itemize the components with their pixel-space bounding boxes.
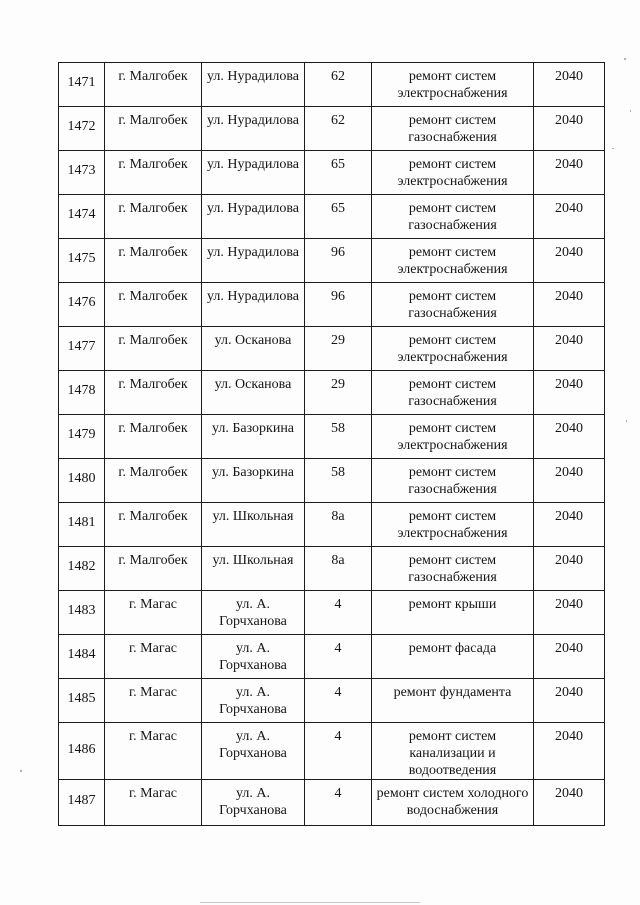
table-row bbox=[59, 723, 605, 780]
cell-house: 4 bbox=[305, 635, 372, 679]
cell-year: 2040 bbox=[534, 503, 605, 547]
cell-year: 2040 bbox=[534, 415, 605, 459]
cell-city: г. Малгобек bbox=[105, 547, 202, 591]
cell-city: г. Магас bbox=[105, 780, 202, 826]
cell-house: 4 bbox=[305, 591, 372, 635]
cell-number: 1477 bbox=[59, 327, 105, 371]
cell-street: ул. А. Горчханова bbox=[202, 635, 305, 679]
scan-speck bbox=[20, 770, 22, 772]
scan-speck bbox=[626, 420, 627, 422]
table-row bbox=[59, 459, 605, 503]
cell-work: ремонт систем электроснабжения bbox=[372, 239, 534, 283]
cell-number: 1474 bbox=[59, 195, 105, 239]
cell-street: ул. Нурадилова bbox=[202, 107, 305, 151]
cell-house: 58 bbox=[305, 459, 372, 503]
cell-work: ремонт систем электроснабжения bbox=[372, 327, 534, 371]
cell-street: ул. Нурадилова bbox=[202, 151, 305, 195]
cell-city: г. Малгобек bbox=[105, 327, 202, 371]
cell-work: ремонт фасада bbox=[372, 635, 534, 679]
cell-work: ремонт систем канализации и водоотведения bbox=[372, 723, 534, 780]
cell-street: ул. Нурадилова bbox=[202, 195, 305, 239]
cell-street: ул. Базоркина bbox=[202, 459, 305, 503]
cell-year: 2040 bbox=[534, 591, 605, 635]
cell-street: ул. Нурадилова bbox=[202, 239, 305, 283]
cell-house: 65 bbox=[305, 195, 372, 239]
cell-number: 1478 bbox=[59, 371, 105, 415]
cell-city: г. Магас bbox=[105, 723, 202, 780]
cell-city: г. Малгобек bbox=[105, 283, 202, 327]
cell-work: ремонт систем газоснабжения bbox=[372, 195, 534, 239]
cell-work: ремонт систем электроснабжения bbox=[372, 415, 534, 459]
cell-year: 2040 bbox=[534, 459, 605, 503]
cell-city: г. Малгобек bbox=[105, 459, 202, 503]
table-body bbox=[59, 63, 605, 826]
cell-house: 8а bbox=[305, 547, 372, 591]
table-row bbox=[59, 679, 605, 723]
cell-city: г. Малгобек bbox=[105, 239, 202, 283]
cell-year: 2040 bbox=[534, 679, 605, 723]
cell-city: г. Магас bbox=[105, 679, 202, 723]
cell-work: ремонт систем газоснабжения bbox=[372, 371, 534, 415]
table-row bbox=[59, 151, 605, 195]
cell-work: ремонт систем газоснабжения bbox=[372, 283, 534, 327]
table-row bbox=[59, 195, 605, 239]
cell-work: ремонт систем газоснабжения bbox=[372, 547, 534, 591]
cell-city: г. Малгобек bbox=[105, 107, 202, 151]
works-table bbox=[58, 62, 605, 826]
cell-house: 62 bbox=[305, 107, 372, 151]
cell-number: 1475 bbox=[59, 239, 105, 283]
cell-year: 2040 bbox=[534, 195, 605, 239]
cell-year: 2040 bbox=[534, 371, 605, 415]
cell-number: 1471 bbox=[59, 63, 105, 107]
cell-house: 29 bbox=[305, 371, 372, 415]
table-row bbox=[59, 107, 605, 151]
table-row bbox=[59, 591, 605, 635]
table-row bbox=[59, 415, 605, 459]
scan-speck bbox=[630, 110, 631, 112]
cell-work: ремонт систем электроснабжения bbox=[372, 503, 534, 547]
cell-number: 1481 bbox=[59, 503, 105, 547]
cell-house: 65 bbox=[305, 151, 372, 195]
cell-street: ул. Осканова bbox=[202, 371, 305, 415]
cell-street: ул. Нурадилова bbox=[202, 63, 305, 107]
cell-number: 1482 bbox=[59, 547, 105, 591]
cell-street: ул. Нурадилова bbox=[202, 283, 305, 327]
cell-year: 2040 bbox=[534, 151, 605, 195]
cell-work: ремонт систем электроснабжения bbox=[372, 63, 534, 107]
cell-street: ул. А. Горчханова bbox=[202, 723, 305, 780]
cell-house: 62 bbox=[305, 63, 372, 107]
cell-work: ремонт фундамента bbox=[372, 679, 534, 723]
cell-year: 2040 bbox=[534, 635, 605, 679]
cell-year: 2040 bbox=[534, 63, 605, 107]
cell-work: ремонт систем газоснабжения bbox=[372, 459, 534, 503]
cell-work: ремонт систем газоснабжения bbox=[372, 107, 534, 151]
table-row bbox=[59, 239, 605, 283]
cell-city: г. Малгобек bbox=[105, 371, 202, 415]
cell-house: 29 bbox=[305, 327, 372, 371]
cell-number: 1479 bbox=[59, 415, 105, 459]
cell-number: 1484 bbox=[59, 635, 105, 679]
cell-street: ул. А. Горчханова bbox=[202, 679, 305, 723]
cell-street: ул. А. Горчханова bbox=[202, 591, 305, 635]
table-row bbox=[59, 327, 605, 371]
cell-street: ул. Базоркина bbox=[202, 415, 305, 459]
cell-work: ремонт систем холодного водоснабжения bbox=[372, 780, 534, 826]
cell-city: г. Малгобек bbox=[105, 415, 202, 459]
cell-number: 1476 bbox=[59, 283, 105, 327]
cell-number: 1485 bbox=[59, 679, 105, 723]
cell-number: 1483 bbox=[59, 591, 105, 635]
table-row bbox=[59, 371, 605, 415]
cell-house: 8а bbox=[305, 503, 372, 547]
cell-year: 2040 bbox=[534, 283, 605, 327]
table-row bbox=[59, 503, 605, 547]
cell-street: ул. Школьная bbox=[202, 503, 305, 547]
cell-house: 58 bbox=[305, 415, 372, 459]
cell-city: г. Малгобек bbox=[105, 195, 202, 239]
cell-city: г. Малгобек bbox=[105, 503, 202, 547]
cell-city: г. Малгобек bbox=[105, 63, 202, 107]
scan-speck bbox=[624, 58, 626, 60]
cell-year: 2040 bbox=[534, 780, 605, 826]
cell-number: 1487 bbox=[59, 780, 105, 826]
cell-year: 2040 bbox=[534, 239, 605, 283]
table-row bbox=[59, 63, 605, 107]
cell-house: 96 bbox=[305, 239, 372, 283]
cell-street: ул. Осканова bbox=[202, 327, 305, 371]
cell-city: г. Магас bbox=[105, 635, 202, 679]
table-row bbox=[59, 780, 605, 826]
cell-year: 2040 bbox=[534, 327, 605, 371]
cell-house: 96 bbox=[305, 283, 372, 327]
cell-house: 4 bbox=[305, 723, 372, 780]
cell-house: 4 bbox=[305, 780, 372, 826]
cell-year: 2040 bbox=[534, 107, 605, 151]
cell-number: 1486 bbox=[59, 723, 105, 780]
scan-line bbox=[200, 902, 420, 903]
cell-city: г. Магас bbox=[105, 591, 202, 635]
table-row bbox=[59, 547, 605, 591]
cell-work: ремонт систем электроснабжения bbox=[372, 151, 534, 195]
cell-year: 2040 bbox=[534, 547, 605, 591]
cell-work: ремонт крыши bbox=[372, 591, 534, 635]
cell-city: г. Малгобек bbox=[105, 151, 202, 195]
cell-house: 4 bbox=[305, 679, 372, 723]
cell-number: 1480 bbox=[59, 459, 105, 503]
cell-year: 2040 bbox=[534, 723, 605, 780]
cell-street: ул. А. Горчханова bbox=[202, 780, 305, 826]
cell-street: ул. Школьная bbox=[202, 547, 305, 591]
cell-number: 1472 bbox=[59, 107, 105, 151]
scan-speck bbox=[612, 148, 614, 149]
cell-number: 1473 bbox=[59, 151, 105, 195]
table-row bbox=[59, 283, 605, 327]
table-row bbox=[59, 635, 605, 679]
